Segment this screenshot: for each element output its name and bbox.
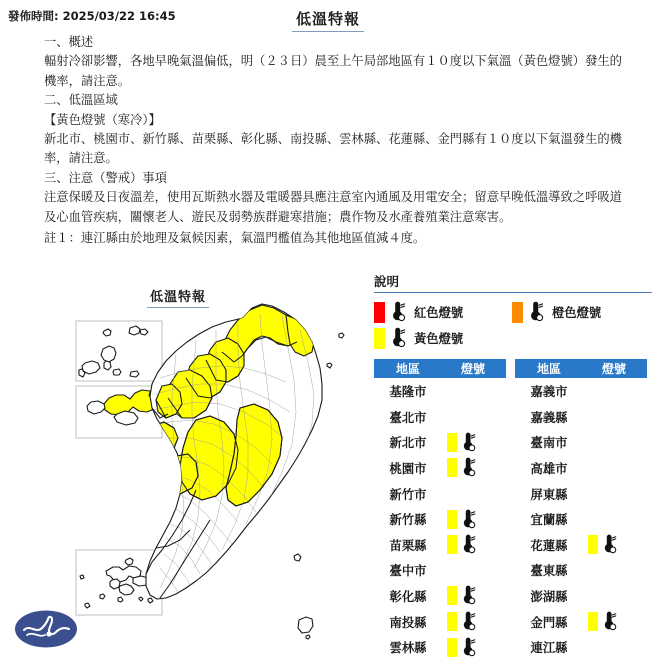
table-row[interactable] bbox=[515, 634, 647, 660]
table-cell-region: 彰化縣 bbox=[389, 589, 427, 604]
table-cell-region: 臺中市 bbox=[389, 564, 427, 579]
table-cell-signal bbox=[583, 561, 645, 580]
table-cell-signal bbox=[442, 561, 504, 580]
thermometer-icon bbox=[386, 301, 408, 323]
thermometer-icon bbox=[524, 301, 546, 323]
legend-item-red bbox=[374, 301, 512, 323]
cwa-logo bbox=[14, 608, 78, 650]
table-row[interactable] bbox=[374, 532, 506, 558]
table-row[interactable] bbox=[515, 583, 647, 609]
table-row[interactable] bbox=[374, 634, 506, 660]
table-cell-region: 高雄市 bbox=[530, 461, 568, 476]
table-cell-signal bbox=[583, 534, 645, 555]
table-cell-signal bbox=[583, 586, 645, 605]
table-cell-region: 新竹縣 bbox=[389, 513, 427, 528]
table-cell-region: 雲林縣 bbox=[389, 641, 427, 656]
thermometer-icon bbox=[457, 457, 478, 478]
offshore-islet bbox=[306, 635, 310, 639]
legend-title: 說明 bbox=[374, 274, 400, 289]
table-cell-signal bbox=[442, 484, 504, 503]
thermometer-icon bbox=[457, 637, 478, 658]
table-row[interactable] bbox=[374, 558, 506, 584]
signal-swatch bbox=[588, 612, 598, 631]
section1-text: 輻射冷卻影響，各地早晚氣溫偏低，明（２３日）晨至上午局部地區有１０度以下氣溫（黃色燈號）發生的機率，請注意。 bbox=[44, 54, 622, 88]
table-row[interactable] bbox=[374, 430, 506, 456]
table-row[interactable] bbox=[374, 455, 506, 481]
table-cell-signal bbox=[442, 534, 504, 555]
table-row[interactable] bbox=[374, 404, 506, 430]
legend-swatch-yellow bbox=[374, 328, 385, 349]
table-row[interactable] bbox=[374, 583, 506, 609]
legend-row bbox=[374, 299, 656, 325]
signal-swatch bbox=[588, 535, 598, 554]
table-row[interactable] bbox=[515, 430, 647, 456]
section3-text: 注意保暖及日夜溫差，使用瓦斯熱水器及電暖器具應注意室內通風及用電安全；留意早晚低溫導致之呼吸道及心血管疾病，關懷老人、遊民及弱勢族群避寒措施；農作物及水產養殖業注意寒害。 bbox=[44, 190, 622, 224]
thermometer-icon bbox=[386, 327, 408, 349]
table-body-left bbox=[374, 378, 506, 660]
table-cell-signal bbox=[442, 407, 504, 426]
column-header-region: 地區 bbox=[395, 362, 420, 377]
signal-swatch bbox=[447, 510, 457, 529]
taiwan-warning-map[interactable] bbox=[0, 268, 370, 657]
signal-swatch bbox=[447, 433, 457, 452]
table-cell-region: 連江縣 bbox=[530, 641, 568, 656]
legend-label-yellow: 黃色燈號 bbox=[414, 332, 464, 347]
section2-heading: 二、低溫區域 bbox=[44, 93, 118, 108]
legend-row bbox=[374, 325, 656, 351]
legend-swatch-orange bbox=[512, 302, 523, 323]
signal-swatch bbox=[447, 586, 457, 605]
offshore-islet bbox=[339, 333, 344, 338]
table-cell-region: 屏東縣 bbox=[530, 487, 568, 502]
legend-item-orange bbox=[512, 301, 650, 323]
table-row[interactable] bbox=[374, 481, 506, 507]
table-cell-region: 苗栗縣 bbox=[389, 538, 427, 553]
table-cell-signal bbox=[583, 510, 645, 529]
table-row[interactable] bbox=[374, 506, 506, 532]
table-header-row bbox=[515, 359, 647, 378]
table-cell-region: 臺南市 bbox=[530, 436, 568, 451]
thermometer-icon bbox=[598, 611, 619, 632]
table-cell-region: 新竹市 bbox=[389, 487, 427, 502]
table-row[interactable] bbox=[374, 609, 506, 635]
offshore-islet bbox=[294, 554, 301, 561]
table-cell-signal bbox=[442, 637, 504, 658]
table-row[interactable] bbox=[515, 506, 647, 532]
table-row[interactable] bbox=[374, 378, 506, 404]
table-cell-region: 嘉義縣 bbox=[530, 410, 568, 425]
offshore-islet bbox=[327, 363, 332, 368]
map-title-text: 低溫特報 bbox=[147, 286, 209, 308]
note-1: 註１：連江縣由於地理及氣候因素，氣溫門檻值為其他地區值減４度。 bbox=[44, 231, 426, 246]
page-title-text: 低溫特報 bbox=[292, 8, 364, 32]
legend-label-red: 紅色燈號 bbox=[414, 306, 464, 321]
column-header-region: 地區 bbox=[536, 362, 561, 377]
table-cell-region: 新北市 bbox=[389, 436, 427, 451]
thermometer-icon bbox=[457, 585, 478, 606]
legend-divider bbox=[374, 292, 652, 293]
table-cell-signal bbox=[583, 458, 645, 477]
legend-and-tables-panel bbox=[374, 272, 656, 657]
section3-heading: 三、注意（警戒）事項 bbox=[44, 170, 167, 185]
column-header-signal: 燈號 bbox=[460, 362, 485, 377]
column-header-signal: 燈號 bbox=[601, 362, 626, 377]
publish-time: 發佈時間: 2025/03/22 16:45 bbox=[8, 9, 176, 23]
table-cell-signal bbox=[442, 585, 504, 606]
table-cell-signal bbox=[583, 407, 645, 426]
table-body-right bbox=[515, 378, 647, 660]
table-cell-signal bbox=[442, 611, 504, 632]
legend-swatch-red bbox=[374, 302, 385, 323]
table-cell-region: 嘉義市 bbox=[530, 385, 568, 400]
table-cell-region: 澎湖縣 bbox=[530, 589, 568, 604]
thermometer-icon bbox=[598, 534, 619, 555]
table-cell-signal bbox=[583, 638, 645, 657]
table-cell-region: 南投縣 bbox=[389, 615, 427, 630]
table-cell-signal bbox=[583, 484, 645, 503]
table-cell-signal bbox=[583, 611, 645, 632]
report-body bbox=[44, 33, 622, 248]
table-cell-region: 宜蘭縣 bbox=[530, 513, 568, 528]
legend-label-orange: 橙色燈號 bbox=[552, 306, 602, 321]
thermometer-icon bbox=[457, 509, 478, 530]
table-cell-signal bbox=[583, 433, 645, 452]
signal-swatch bbox=[447, 458, 457, 477]
table-row[interactable] bbox=[515, 609, 647, 635]
table-header-row bbox=[374, 359, 506, 378]
signal-swatch bbox=[447, 612, 457, 631]
page-title bbox=[0, 8, 656, 32]
warning-tables bbox=[374, 359, 656, 660]
table-cell-signal bbox=[442, 382, 504, 401]
section2-subheading: 【黃色燈號（寒冷）】 bbox=[44, 112, 161, 127]
table-cell-signal bbox=[583, 382, 645, 401]
signal-swatch bbox=[447, 638, 457, 657]
section2-text: 新北市、桃園市、新竹縣、苗栗縣、彰化縣、南投縣、雲林縣、花蓮縣、金門縣有１０度以下氣溫發生的機率，請注意。 bbox=[44, 132, 622, 166]
legend-item-yellow bbox=[374, 327, 512, 349]
table-row[interactable] bbox=[515, 404, 647, 430]
table-cell-region: 金門縣 bbox=[530, 615, 568, 630]
table-cell-signal bbox=[442, 432, 504, 453]
table-cell-signal bbox=[442, 509, 504, 530]
table-cell-region: 臺東縣 bbox=[530, 564, 568, 579]
thermometer-icon bbox=[457, 611, 478, 632]
offshore-islet bbox=[298, 617, 313, 633]
table-cell-region: 臺北市 bbox=[389, 410, 427, 425]
table-row[interactable] bbox=[515, 558, 647, 584]
table-cell-region: 花蓮縣 bbox=[530, 538, 568, 553]
warning-table-right bbox=[515, 359, 647, 660]
section1-heading: 一、概述 bbox=[44, 35, 94, 49]
table-row[interactable] bbox=[515, 532, 647, 558]
warning-table-left bbox=[374, 359, 506, 660]
table-row[interactable] bbox=[515, 481, 647, 507]
table-cell-region: 桃園市 bbox=[389, 461, 427, 476]
table-row[interactable] bbox=[515, 455, 647, 481]
matsu-inset bbox=[76, 321, 162, 381]
kinmen-inset bbox=[76, 386, 162, 438]
thermometer-icon bbox=[457, 432, 478, 453]
map-panel bbox=[0, 268, 370, 657]
table-row[interactable] bbox=[515, 378, 647, 404]
thermometer-icon bbox=[457, 534, 478, 555]
table-cell-signal bbox=[442, 457, 504, 478]
table-cell-region: 基隆市 bbox=[389, 385, 427, 400]
signal-swatch bbox=[447, 535, 457, 554]
